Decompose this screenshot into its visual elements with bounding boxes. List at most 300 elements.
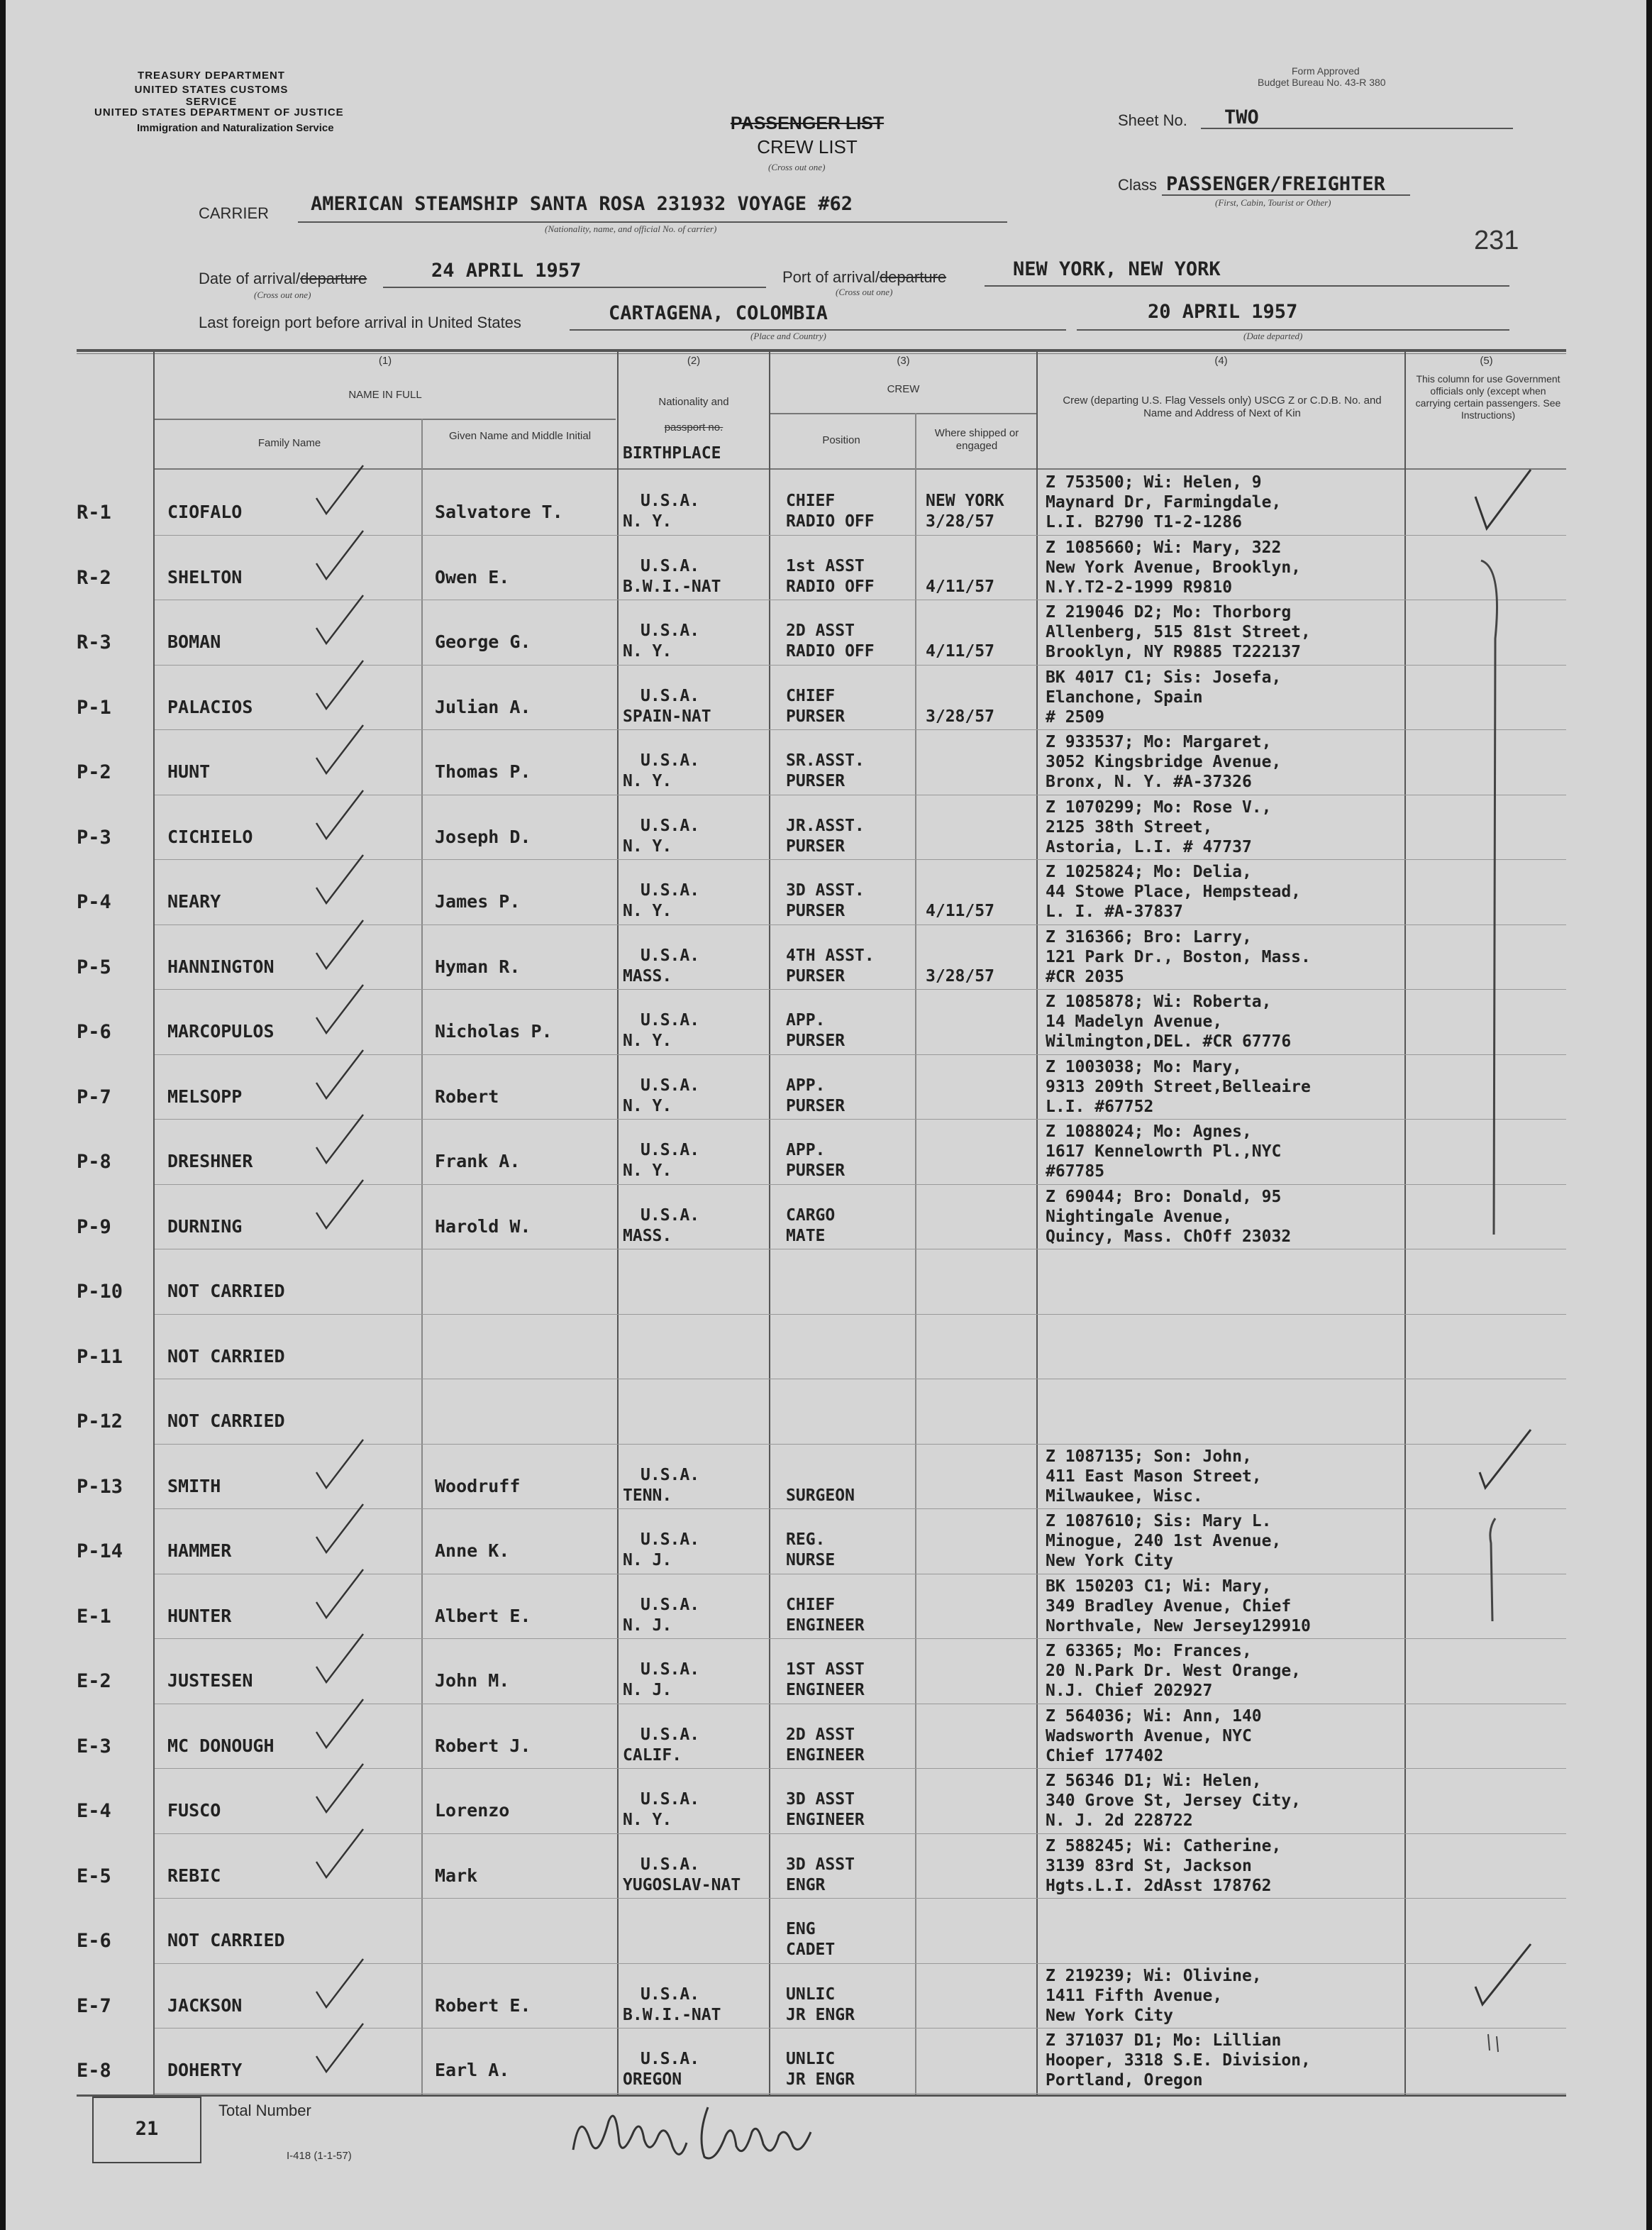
kin-line2: 1411 Fifth Avenue, — [1046, 1986, 1223, 2005]
row-id: P-5 — [77, 956, 111, 978]
family-name: REBIC — [167, 1865, 221, 1886]
family-name: MC DONOUGH — [167, 1735, 275, 1756]
kin-line2: 121 Park Dr., Boston, Mass. — [1046, 947, 1311, 966]
bracket-line-icon — [1474, 553, 1517, 1256]
col-nationality-header: Nationality and — [658, 396, 729, 408]
birthplace: YUGOSLAV-NAT — [623, 1875, 741, 1894]
kin-line2: 44 Stowe Place, Hempstead, — [1046, 883, 1302, 901]
col-passport-struck: passport no. — [664, 421, 724, 434]
given-name: Nicholas P. — [435, 1021, 553, 1042]
kin-line3: #67785 — [1046, 1162, 1105, 1181]
position-line2: RADIO OFF — [786, 577, 875, 596]
family-name: SHELTON — [167, 566, 243, 587]
signature — [566, 2093, 821, 2171]
given-name: Albert E. — [435, 1605, 531, 1626]
position-line1: CARGO — [786, 1205, 836, 1225]
kin-line1: Z 63365; Mo: Frances, — [1046, 1642, 1252, 1660]
kin-line2: Minogue, 240 1st Avenue, — [1046, 1532, 1282, 1550]
position-line1: JR.ASST. — [786, 816, 865, 835]
family-name: MARCOPULOS — [167, 1021, 275, 1042]
position-line2: RADIO OFF — [786, 512, 875, 531]
col5-title: This column for use Government officials only (except when carrying certain passengers. See Instructions) — [1415, 373, 1561, 421]
row-id: P-2 — [77, 761, 111, 783]
nationality: U.S.A. — [641, 1076, 700, 1095]
port-hint: (Cross out one) — [836, 287, 893, 297]
nationality: U.S.A. — [641, 2050, 700, 2068]
position-line2: ENGINEER — [786, 1681, 865, 1699]
family-name: CICHIELO — [167, 826, 253, 847]
col-given-header: Given Name and Middle Initial — [448, 430, 592, 442]
position-line1: SR.ASST. — [786, 751, 865, 770]
birthplace: N. Y. — [623, 1096, 672, 1115]
kin-line2: 3139 83rd St, Jackson — [1046, 1856, 1252, 1875]
nationality: U.S.A. — [641, 1725, 700, 1744]
birthplace: N. Y. — [623, 837, 672, 856]
nationality: U.S.A. — [641, 1141, 700, 1159]
position-line2: RADIO OFF — [786, 642, 875, 661]
position-line2: ENGINEER — [786, 1616, 865, 1635]
birthplace: N. J. — [623, 1616, 672, 1635]
check-mark-icon — [311, 526, 367, 583]
kin-line1: Z 1087135; Son: John, — [1046, 1447, 1252, 1466]
kin-line3: #CR 2035 — [1046, 967, 1124, 986]
row-id: P-11 — [77, 1345, 123, 1368]
kin-line3: New York City — [1046, 2006, 1174, 2025]
row-id: P-9 — [77, 1215, 111, 1238]
position-line1: 3D ASST — [786, 1855, 855, 1874]
last-port-label: Last foreign port before arrival in United States — [199, 314, 521, 331]
last-port-hint: (Place and Country) — [750, 331, 826, 341]
given-name: Julian A. — [435, 696, 531, 717]
row-id: R-1 — [77, 502, 111, 524]
check-mark-icon — [311, 1110, 367, 1167]
birthplace: N. J. — [623, 1551, 672, 1569]
position-line1: 4TH ASST. — [786, 946, 875, 965]
page-number: 231 — [1474, 226, 1519, 255]
position-line2: PURSER — [786, 966, 846, 986]
kin-line1: Z 753500; Wi: Helen, 9 — [1046, 473, 1262, 492]
col5-number: (5) — [1480, 355, 1493, 367]
kin-line1: Z 1087610; Sis: Mary L. — [1046, 1512, 1272, 1530]
row-id: E-2 — [77, 1670, 111, 1692]
family-name: FUSCO — [167, 1800, 221, 1821]
col-crew-header: CREW — [887, 383, 920, 395]
position-line1: CHIEF — [786, 686, 836, 705]
position-line1: REG. — [786, 1530, 826, 1549]
row-id: E-8 — [77, 2060, 111, 2082]
shipped-date: 4/11/57 — [926, 577, 994, 596]
list-type: CREW LIST — [757, 136, 858, 158]
kin-line1: Z 219239; Wi: Olivine, — [1046, 1966, 1262, 1985]
family-name: MELSOPP — [167, 1086, 243, 1107]
kin-line3: Brooklyn, NY R9885 T222137 — [1046, 643, 1302, 661]
position-line2: MATE — [786, 1226, 826, 1245]
row-id: P-3 — [77, 826, 111, 849]
position-line2: ENGR — [786, 1875, 826, 1894]
check-mark-icon — [311, 1176, 367, 1232]
kin-line2: Nightingale Avenue, — [1046, 1207, 1233, 1226]
given-name: Salvatore T. — [435, 502, 563, 522]
position-line1: UNLIC — [786, 2050, 836, 2068]
birthplace: N. Y. — [623, 1032, 672, 1050]
kin-line3: L.I. B2790 T1-2-1286 — [1046, 513, 1242, 531]
row-id: R-2 — [77, 566, 111, 589]
nationality: U.S.A. — [641, 492, 700, 510]
given-name: Harold W. — [435, 1215, 531, 1237]
shipped-date: 4/11/57 — [926, 902, 994, 920]
kin-line3: Quincy, Mass. ChOff 23032 — [1046, 1227, 1292, 1246]
row-id: E-1 — [77, 1605, 111, 1628]
birthplace: B.W.I.-NAT — [623, 577, 721, 596]
kin-line3: Chief 177402 — [1046, 1746, 1164, 1765]
position-line2: PURSER — [786, 1096, 846, 1115]
birthplace: OREGON — [623, 2070, 682, 2089]
col3-number: (3) — [897, 355, 910, 367]
check-mark-icon — [1467, 1937, 1538, 2015]
kin-line2: Elanchone, Spain — [1046, 688, 1203, 707]
kin-line3: L. I. #A-37837 — [1046, 903, 1183, 921]
col4-number: (4) — [1214, 355, 1228, 367]
row-id: E-6 — [77, 1930, 111, 1952]
given-name: Woodruff — [435, 1475, 521, 1496]
kin-line2: Hooper, 3318 S.E. Division, — [1046, 2051, 1311, 2070]
position-line1: CHIEF — [786, 492, 836, 510]
carrier-hint: (Nationality, name, and official No. of carrier) — [545, 223, 717, 234]
birthplace: TENN. — [623, 1486, 672, 1505]
position-line1: 3D ASST — [786, 1790, 855, 1809]
kin-line1: Z 1088024; Mo: Agnes, — [1046, 1122, 1252, 1141]
position-line2: PURSER — [786, 1161, 846, 1180]
position-line1: 1st ASST — [786, 556, 865, 575]
birthplace: N. Y. — [623, 772, 672, 790]
shipped-date: 4/11/57 — [926, 642, 994, 661]
date-value: 24 APRIL 1957 — [431, 260, 582, 282]
given-name: Earl A. — [435, 2060, 510, 2080]
birthplace: MASS. — [623, 1226, 672, 1245]
position-line1: ENG — [786, 1920, 816, 1938]
carrier-label: CARRIER — [199, 204, 270, 222]
agency-justice: UNITED STATES DEPARTMENT OF JUSTICE — [94, 106, 344, 118]
check-mark-icon — [311, 1435, 367, 1492]
col-shipped-header: Where shipped or engaged — [934, 427, 1019, 452]
position-line1: 3D ASST. — [786, 881, 865, 900]
sheet-value: TWO — [1224, 106, 1259, 128]
family-name: NOT CARRIED — [167, 1411, 285, 1431]
shipped-date: 3/28/57 — [926, 707, 994, 726]
class-value: PASSENGER/FREIGHTER — [1166, 173, 1385, 195]
check-mark-icon — [311, 916, 367, 973]
position-line2: PURSER — [786, 837, 846, 856]
row-id: R-3 — [77, 631, 111, 653]
check-mark-icon — [311, 786, 367, 843]
bracket-line-icon — [1481, 1515, 1509, 1628]
kin-line3: N. J. 2d 228722 — [1046, 1811, 1193, 1830]
nationality: U.S.A. — [641, 816, 700, 835]
kin-line2: 349 Bradley Avenue, Chief — [1046, 1596, 1292, 1616]
nationality: U.S.A. — [641, 1205, 700, 1225]
col1-number: (1) — [378, 355, 392, 367]
kin-line2: 9313 209th Street,Belleaire — [1046, 1077, 1311, 1096]
birthplace: N. Y. — [623, 1161, 672, 1180]
kin-line2: 340 Grove St, Jersey City, — [1046, 1792, 1302, 1810]
position-line1: CHIEF — [786, 1595, 836, 1614]
nationality: U.S.A. — [641, 1660, 700, 1679]
col2-number: (2) — [687, 355, 701, 367]
birthplace: SPAIN-NAT — [623, 707, 711, 726]
check-mark-icon — [311, 1046, 367, 1103]
kin-line2: Wadsworth Avenue, NYC — [1046, 1726, 1252, 1745]
list-type-hint: (Cross out one) — [768, 162, 826, 172]
given-name: Thomas P. — [435, 761, 531, 782]
kin-line1: Z 588245; Wi: Catherine, — [1046, 1836, 1282, 1855]
check-mark-icon — [311, 1500, 367, 1557]
last-port-value: CARTAGENA, COLOMBIA — [609, 302, 828, 324]
birthplace: B.W.I.-NAT — [623, 2005, 721, 2024]
position-line2: ENGINEER — [786, 1745, 865, 1765]
tick-marks-icon — [1481, 2031, 1509, 2059]
kin-line2: Allenberg, 515 81st Street, — [1046, 623, 1311, 641]
kin-line2: 3052 Kingsbridge Avenue, — [1046, 753, 1282, 771]
check-mark-icon — [311, 981, 367, 1037]
kin-line1: Z 564036; Wi: Ann, 140 — [1046, 1706, 1262, 1726]
given-name: Mark — [435, 1865, 478, 1886]
nationality: U.S.A. — [641, 1985, 700, 2004]
birthplace: N. Y. — [623, 512, 672, 531]
row-id: E-4 — [77, 1800, 111, 1822]
kin-line2: 14 Madelyn Avenue, — [1046, 1012, 1223, 1031]
position-line2: JR ENGR — [786, 2005, 855, 2024]
position-line2: SURGEON — [786, 1486, 855, 1505]
kin-line2: 411 East Mason Street, — [1046, 1467, 1262, 1486]
class-label: Class — [1118, 176, 1158, 194]
kin-line3: N.J. Chief 202927 — [1046, 1682, 1213, 1700]
date-hint: (Cross out one) — [254, 289, 311, 300]
row-id: P-13 — [77, 1475, 123, 1498]
position-line2: PURSER — [786, 707, 846, 726]
check-mark-icon — [311, 721, 367, 778]
kin-line2: 20 N.Park Dr. West Orange, — [1046, 1662, 1302, 1680]
given-name: Robert E. — [435, 1994, 531, 2016]
position-line1: 2D ASST — [786, 622, 855, 640]
row-id: E-7 — [77, 1994, 111, 2017]
shipped-place: NEW YORK — [926, 492, 1004, 510]
family-name: SMITH — [167, 1475, 221, 1496]
agency-customs: UNITED STATES CUSTOMS SERVICE — [134, 84, 289, 108]
port-label: Port of arrival/departure — [782, 268, 947, 286]
family-name: PALACIOS — [167, 696, 253, 717]
family-name: NEARY — [167, 891, 221, 912]
check-mark-icon — [311, 656, 367, 713]
kin-line1: BK 4017 C1; Sis: Josefa, — [1046, 668, 1282, 687]
kin-line2: 2125 38th Street, — [1046, 817, 1213, 837]
list-type-struck: PASSENGER LIST — [730, 114, 885, 133]
kin-line2: 1617 Kennelowrth Pl.,NYC — [1046, 1142, 1282, 1161]
row-id: E-3 — [77, 1735, 111, 1757]
crew-list-sheet — [6, 0, 1646, 2230]
given-name: Joseph D. — [435, 826, 531, 847]
col-family-header: Family Name — [257, 437, 321, 449]
family-name: NOT CARRIED — [167, 1281, 285, 1301]
row-id: P-7 — [77, 1086, 111, 1108]
given-name: George G. — [435, 631, 531, 652]
family-name: JUSTESEN — [167, 1670, 253, 1691]
row-id: P-6 — [77, 1021, 111, 1043]
birthplace: CALIF. — [623, 1745, 682, 1765]
family-name: HUNT — [167, 761, 211, 782]
form-approved: Form Approved — [1292, 65, 1360, 77]
class-hint: (First, Cabin, Tourist or Other) — [1215, 197, 1331, 208]
nationality: U.S.A. — [641, 1465, 700, 1484]
row-id: P-4 — [77, 891, 111, 913]
check-mark-icon — [311, 1825, 367, 1882]
kin-line3: New York City — [1046, 1552, 1174, 1570]
position-line2: CADET — [786, 1941, 836, 1959]
nationality: U.S.A. — [641, 946, 700, 965]
family-name: HAMMER — [167, 1540, 232, 1561]
col-birthplace-header: BIRTHPLACE — [623, 444, 721, 463]
kin-line1: Z 69044; Bro: Donald, 95 — [1046, 1187, 1282, 1206]
kin-line1: Z 933537; Mo: Margaret, — [1046, 733, 1272, 751]
kin-line1: Z 1070299; Mo: Rose V., — [1046, 797, 1272, 817]
nationality: U.S.A. — [641, 622, 700, 640]
given-name: Hyman R. — [435, 956, 521, 977]
kin-line2: Maynard Dr, Farmingdale, — [1046, 493, 1282, 512]
nationality: U.S.A. — [641, 1855, 700, 1874]
total-label: Total Number — [218, 2102, 311, 2119]
nationality: U.S.A. — [641, 751, 700, 770]
col1-title: NAME IN FULL — [348, 389, 422, 401]
check-mark-icon — [311, 1760, 367, 1816]
birthplace: N. Y. — [623, 642, 672, 661]
kin-line1: Z 371037 D1; Mo: Lillian — [1046, 2031, 1282, 2050]
position-line2: JR ENGR — [786, 2070, 855, 2089]
row-id: P-1 — [77, 696, 111, 719]
given-name: Robert J. — [435, 1735, 531, 1756]
birthplace: N. J. — [623, 1681, 672, 1699]
position-line2: NURSE — [786, 1551, 836, 1569]
check-mark-icon — [311, 1955, 367, 2011]
family-name: DURNING — [167, 1215, 243, 1237]
kin-line3: N.Y.T2-2-1999 R9810 — [1046, 578, 1233, 597]
position-line2: PURSER — [786, 772, 846, 790]
position-line1: 1ST ASST — [786, 1660, 865, 1679]
sheet-label: Sheet No. — [1118, 111, 1187, 129]
nationality: U.S.A. — [641, 881, 700, 900]
kin-line1: Z 1003038; Mo: Mary, — [1046, 1057, 1242, 1076]
family-name: HUNTER — [167, 1605, 232, 1626]
family-name: NOT CARRIED — [167, 1345, 285, 1367]
kin-line1: BK 150203 C1; Wi: Mary, — [1046, 1577, 1272, 1596]
kin-line1: Z 1085660; Wi: Mary, 322 — [1046, 538, 1282, 557]
kin-line1: Z 1025824; Mo: Delia, — [1046, 863, 1252, 881]
col4-title: Crew (departing U.S. Flag Vessels only) USCG Z or C.D.B. No. and Name and Address of Next of Kin — [1063, 394, 1382, 419]
check-mark-icon — [311, 1630, 367, 1687]
position-line2: PURSER — [786, 902, 846, 920]
row-id: P-14 — [77, 1540, 123, 1562]
port-value: NEW YORK, NEW YORK — [1013, 258, 1221, 280]
birthplace: N. Y. — [623, 902, 672, 920]
col-position-header: Position — [822, 434, 860, 446]
date-label: Date of arrival/departure — [199, 270, 367, 287]
check-mark-icon — [311, 1565, 367, 1622]
kin-line3: Hgts.L.I. 2dAsst 178762 — [1046, 1876, 1272, 1895]
kin-line1: Z 56346 D1; Wi: Helen, — [1046, 1772, 1262, 1790]
family-name: DOHERTY — [167, 2060, 243, 2080]
nationality: U.S.A. — [641, 1530, 700, 1549]
family-name: JACKSON — [167, 1994, 243, 2016]
nationality: U.S.A. — [641, 1790, 700, 1809]
kin-line3: L.I. #67752 — [1046, 1097, 1154, 1116]
birthplace: N. Y. — [623, 1811, 672, 1829]
check-mark-icon — [311, 591, 367, 648]
kin-line3: Bronx, N. Y. #A-37326 — [1046, 773, 1252, 791]
agency-treasury: TREASURY DEPARTMENT — [138, 70, 285, 82]
given-name: Anne K. — [435, 1540, 510, 1561]
agency-ins: Immigration and Naturalization Service — [137, 122, 334, 134]
kin-line3: Astoria, L.I. # 47737 — [1046, 837, 1252, 856]
kin-line2: New York Avenue, Brooklyn, — [1046, 558, 1302, 577]
birthplace: MASS. — [623, 966, 672, 986]
position-line2: ENGINEER — [786, 1811, 865, 1829]
check-mark-icon — [1467, 1423, 1538, 1501]
position-line1: APP. — [786, 1011, 826, 1030]
family-name: NOT CARRIED — [167, 1930, 285, 1950]
check-mark-icon — [311, 461, 367, 518]
family-name: BOMAN — [167, 631, 221, 652]
nationality: U.S.A. — [641, 1011, 700, 1030]
departed-hint: (Date departed) — [1243, 331, 1303, 341]
nationality: U.S.A. — [641, 1595, 700, 1614]
carrier-value: AMERICAN STEAMSHIP SANTA ROSA 231932 VOYAGE #62 — [311, 193, 853, 215]
family-name: DRESHNER — [167, 1151, 253, 1171]
departed-value: 20 APRIL 1957 — [1148, 301, 1298, 323]
given-name: James P. — [435, 891, 521, 912]
total-value: 21 — [135, 2118, 159, 2140]
form-code: I-418 (1-1-57) — [287, 2150, 352, 2162]
budget-bureau: Budget Bureau No. 43-R 380 — [1258, 77, 1386, 88]
row-id: E-5 — [77, 1865, 111, 1887]
kin-line3: Northvale, New Jersey129910 — [1046, 1616, 1311, 1635]
given-name: Robert — [435, 1086, 499, 1107]
kin-line3: # 2509 — [1046, 707, 1105, 727]
given-name: Frank A. — [435, 1151, 521, 1171]
position-line1: UNLIC — [786, 1985, 836, 2004]
nationality: U.S.A. — [641, 686, 700, 705]
family-name: CIOFALO — [167, 502, 243, 522]
nationality: U.S.A. — [641, 556, 700, 575]
row-id: P-8 — [77, 1151, 111, 1173]
check-mark-icon — [311, 851, 367, 907]
kin-line1: Z 219046 D2; Mo: Thorborg — [1046, 603, 1292, 622]
row-id: P-10 — [77, 1281, 123, 1303]
total-box — [92, 2097, 201, 2163]
kin-line3: Wilmington,DEL. #CR 67776 — [1046, 1032, 1292, 1051]
row-id: P-12 — [77, 1411, 123, 1433]
position-line1: 2D ASST — [786, 1725, 855, 1744]
given-name: Owen E. — [435, 566, 510, 587]
position-line1: APP. — [786, 1076, 826, 1095]
given-name: John M. — [435, 1670, 510, 1691]
kin-line3: Milwaukee, Wisc. — [1046, 1486, 1203, 1506]
position-line1: APP. — [786, 1141, 826, 1159]
kin-line3: Portland, Oregon — [1046, 2071, 1203, 2090]
family-name: HANNINGTON — [167, 956, 275, 977]
kin-line1: Z 316366; Bro: Larry, — [1046, 927, 1252, 946]
check-mark-icon — [311, 2019, 367, 2076]
position-line2: PURSER — [786, 1032, 846, 1050]
shipped-date: 3/28/57 — [926, 966, 994, 986]
shipped-date: 3/28/57 — [926, 512, 994, 531]
